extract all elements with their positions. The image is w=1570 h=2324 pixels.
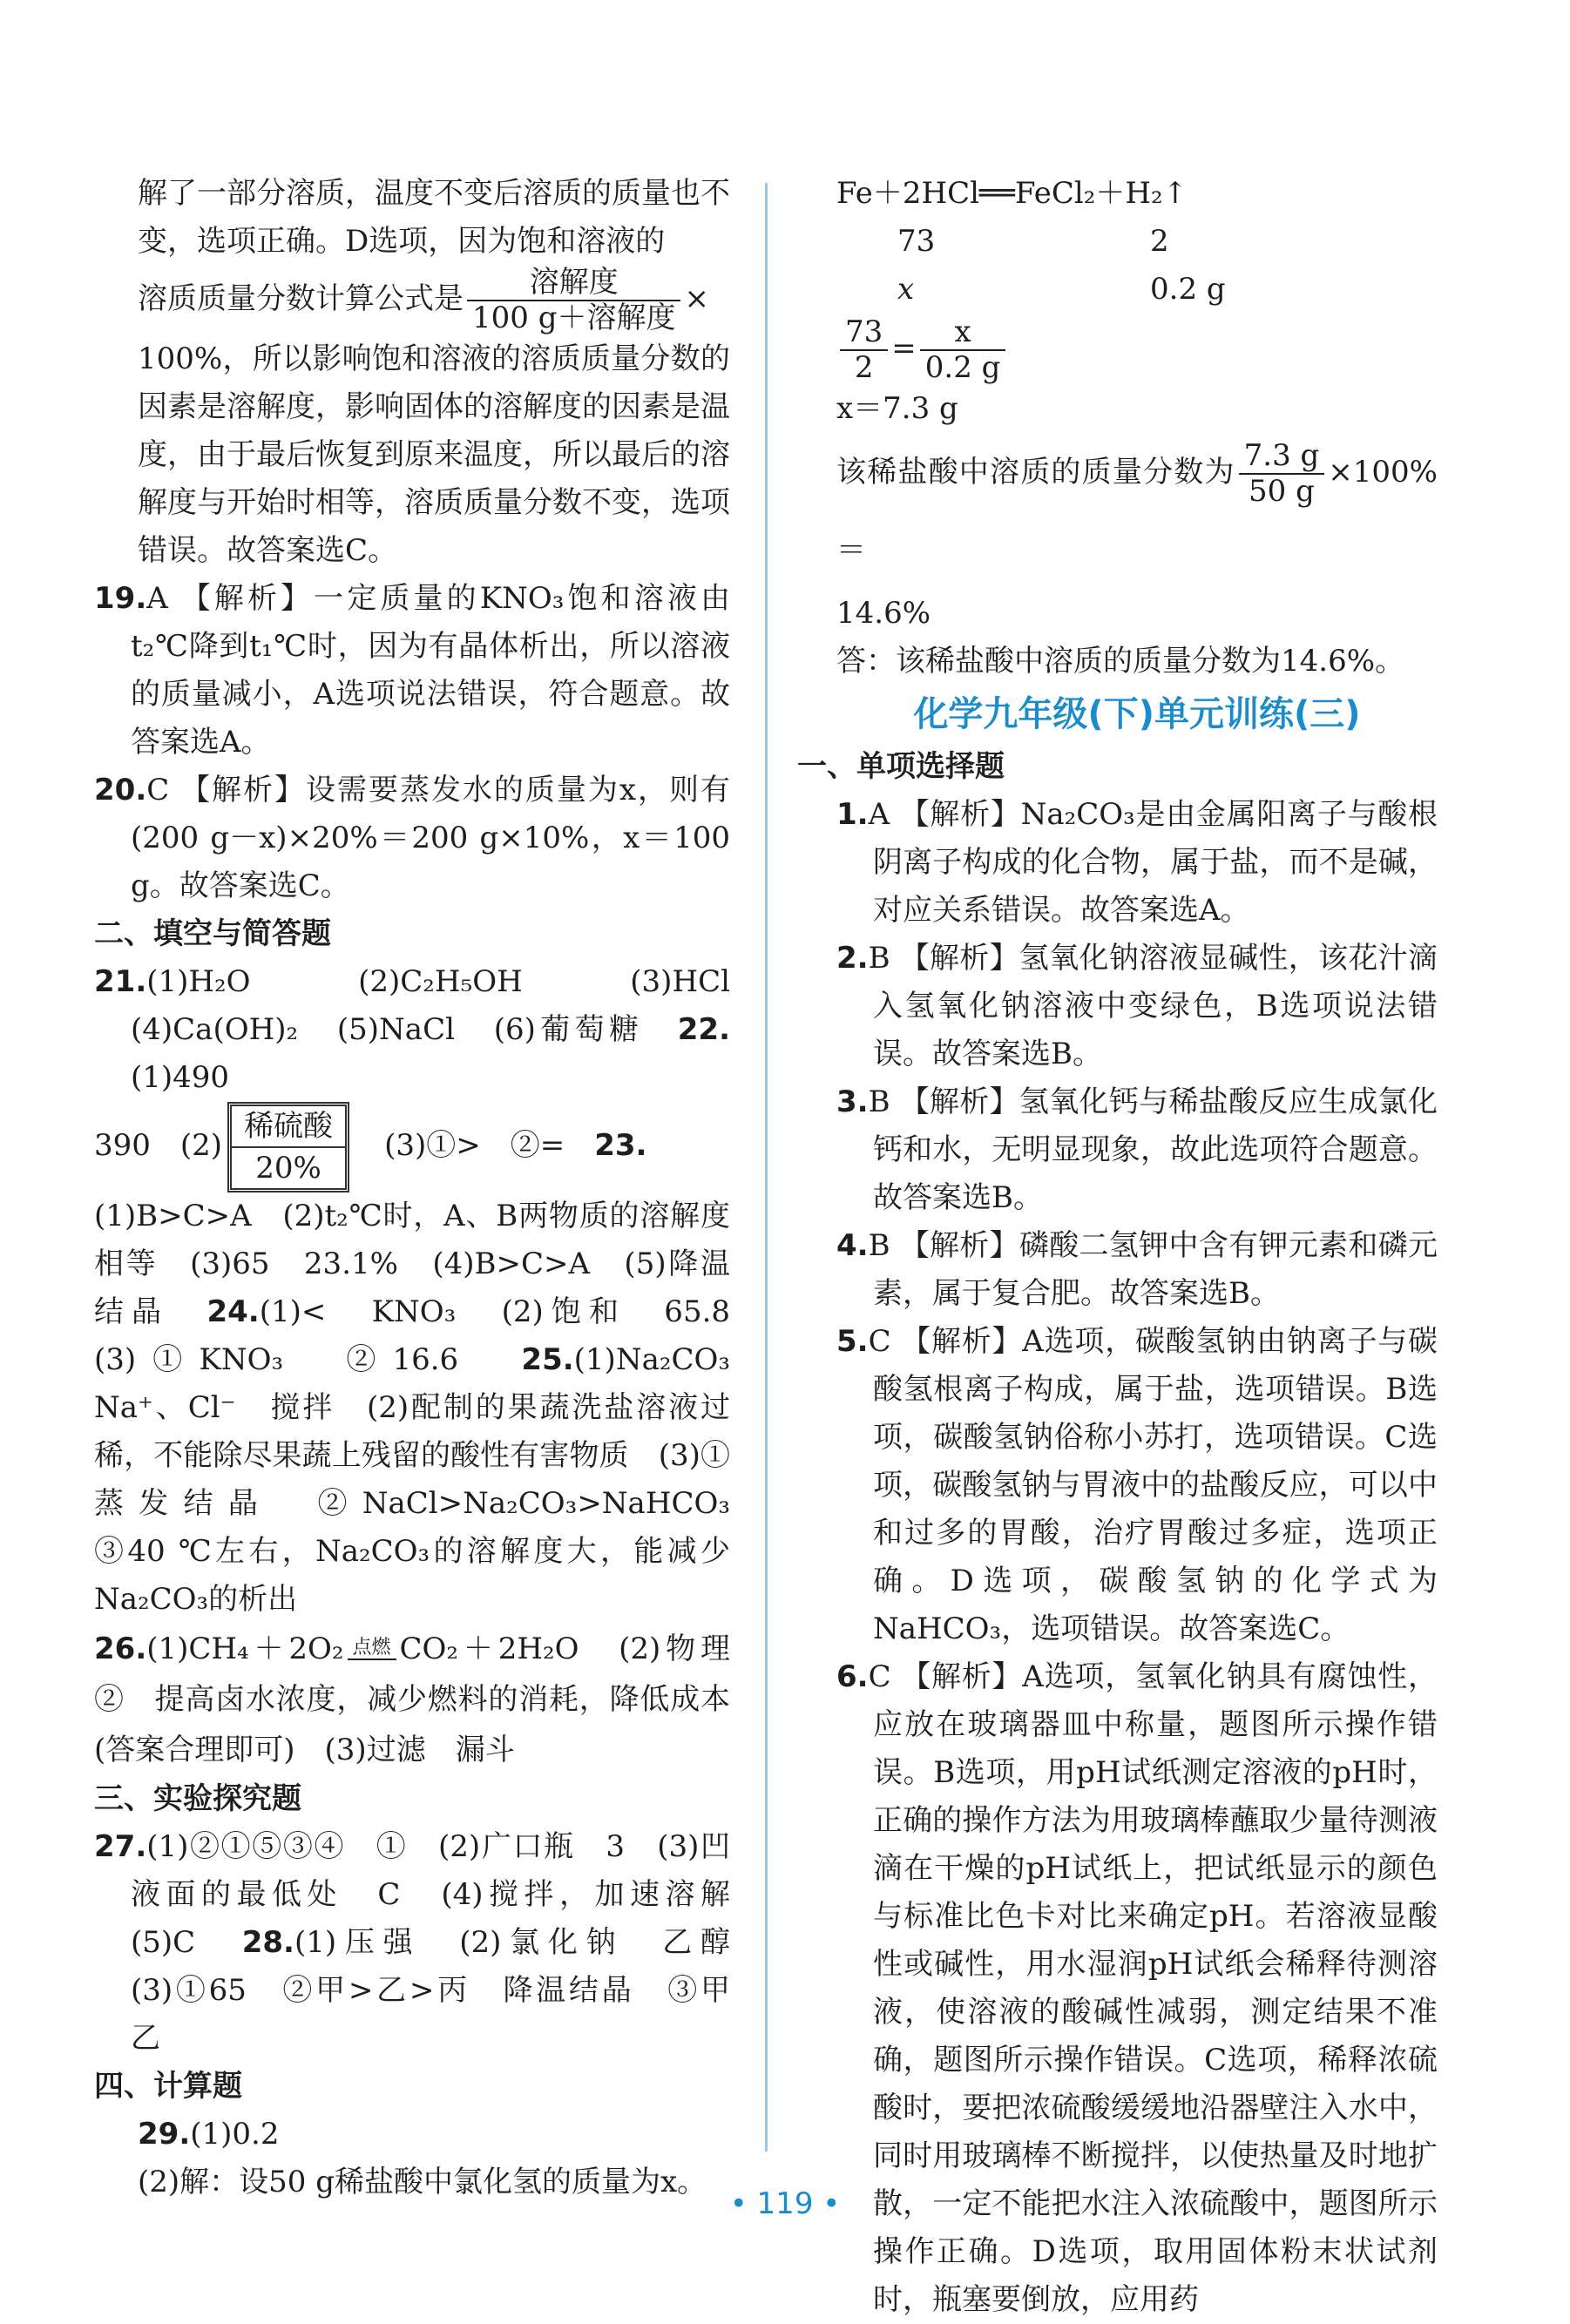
fraction-numerator: 7.3 g (1239, 439, 1325, 475)
formula-trail: × (684, 281, 709, 317)
question-number: 19. (94, 581, 147, 617)
question-number: 1. (836, 797, 869, 833)
answer-text: A 【解析】一定质量的KNO₃饱和溶液由t₂℃降到t₁℃时，因为有晶体析出，所以溶液的质量减小，A选项说法错误，符合题意。故答案选A。 (131, 581, 730, 760)
fraction-denominator: 0.2 g (924, 350, 1001, 385)
list-item (836, 1078, 1438, 1222)
mass-fraction (1239, 439, 1325, 509)
reaction-condition (348, 1637, 396, 1665)
chemical-equation: Fe＋2HCl══FeCl₂＋H₂↑ (836, 176, 1188, 211)
question-number: 23. (594, 1128, 647, 1164)
answer-22-line (94, 1102, 730, 1192)
section-heading: 二、填空与简答题 (94, 916, 331, 952)
fraction-numerator: x (920, 315, 1006, 351)
left-formula-line (94, 266, 730, 335)
answer-26 (94, 1624, 760, 1775)
question-number: 26. (94, 1632, 147, 1667)
answer-text: C 【解析】设需要蒸发水的质量为x，则有(200 g－x)×20%＝200 g×10%，x＝100 g。故答案选C。 (131, 773, 730, 904)
answer-27-28 (94, 1823, 760, 2063)
answer-text: (1)压强 (2)氯化钠 乙醇 (3)①65 ②甲>乙>丙 降温结晶 ③甲 乙 (131, 1925, 760, 2057)
left-para-2: 100%，所以影响饱和溶液的溶质质量分数的因素是溶解度，影响固体的溶解度的因素是温度，由于最后恢复到原来温度，所以最后的溶解度与开始时相等，溶质质量分数不变，选项错误。故答案选C。 (138, 341, 730, 569)
answer-23 (94, 1192, 761, 1624)
question-number: 28. (241, 1925, 294, 1961)
mass-fraction-line (836, 433, 1438, 590)
equation-row-1 (836, 218, 1438, 266)
answer-text: (1)0.2 (190, 2117, 280, 2152)
proportion-left (840, 315, 888, 385)
fraction-denominator: 100 g＋溶解度 (472, 301, 676, 336)
answer-text: (1)< KNO₃ (2)饱和 65.8 (3)①KNO₃ ②16.6 (94, 1294, 761, 1378)
ratio-value: x (897, 272, 915, 307)
page-number: • 119 • (729, 2186, 841, 2221)
question-number: 20. (94, 773, 147, 808)
answer-text: (3)①> ②= (384, 1128, 565, 1164)
ratio-value: 73 (897, 224, 936, 259)
section-heading: 四、计算题 (94, 2069, 242, 2104)
answer-text: (1)CH₄＋2O₂ (146, 1632, 344, 1667)
x-value: x＝7.3 g (836, 391, 958, 427)
answer-text: 该稀盐酸中溶质的质量分数为 (836, 455, 1235, 490)
label-bottom: 20% (255, 1151, 321, 1186)
final-answer: 答：该稀盐酸中溶质的质量分数为14.6%。 (836, 644, 1405, 679)
answer-20 (94, 767, 730, 910)
answer-text: CO₂＋2H₂O (2)物理 ② 提高卤水浓度，减少燃料的消耗，降低成本(答案合理即可) (3)过滤 漏斗 (94, 1632, 760, 1768)
list-item (836, 935, 1438, 1078)
answer-text: (1)490 (131, 1060, 230, 1096)
answer-text: ×100%＝ (836, 455, 1438, 569)
question-number: 4. (836, 1228, 869, 1264)
answer-text: B 【解析】磷酸二氢钾中含有钾元素和磷元素，属于复合肥。故答案选B。 (868, 1228, 1438, 1312)
right-column (797, 170, 1438, 2324)
section-heading: 一、单项选择题 (797, 749, 1005, 785)
answer-text: C 【解析】A选项，碳酸氢钠由钠离子与碳酸氢根离子构成，属于盐，选项错误。B选项，碳酸氢钠俗称小苏打，选项错误。C选项，碳酸氢钠与胃液中的盐酸反应，可以中和过多的胃酸，治疗胃酸过多症，选项正确。D选项，碳酸氢钠的化学式为NaHCO₃，选项错误。故答案选C。 (868, 1324, 1438, 1647)
answer-text: (1)H₂O (2)C₂H₅OH (3)HCl (4)Ca(OH)₂ (5)NaCl (6)葡萄糖 (131, 964, 760, 1048)
condition-text: 点燃 (348, 1637, 396, 1660)
list-item (836, 1653, 1438, 2324)
answer-21-22 (94, 958, 760, 1102)
answer-text: A 【解析】Na₂CO₃是由金属阳离子与酸根阴离子构成的化合物，属于盐，而不是碱，对应关系错误。故答案选A。 (868, 797, 1438, 929)
proportion (836, 314, 1438, 385)
left-column (94, 170, 761, 2206)
list-item (836, 1318, 1438, 1653)
question-number: 2. (836, 941, 869, 976)
percent-result: 14.6% (836, 596, 931, 632)
answer-list (836, 791, 1438, 2324)
question-number: 21. (94, 964, 147, 1000)
answer-text: (1)Na₂CO₃ Na⁺、Cl⁻ 搅拌 (2)配制的果蔬洗盐溶液过稀，不能除尽果蔬上残留的酸性有害物质 (3)①蒸发结晶 ②NaCl>Na₂CO₃>NaHCO₃ ③40 ℃左右，Na₂CO₃的溶解度大，能减少Na₂CO₃的析出 (94, 1342, 760, 1618)
question-number: 27. (94, 1829, 147, 1865)
answer-19 (94, 575, 730, 767)
ratio-value: 2 (1150, 224, 1169, 259)
answer-text: C 【解析】A选项，氢氧化钠具有腐蚀性，应放在玻璃器皿中称量，题图所示操作错误。B选项，用pH试纸测定溶液的pH时，正确的操作方法为用玻璃棒蘸取少量待测液滴在干燥的pH试纸上，把试纸显示的颜色与标准比色卡对比来确定pH。若溶液显酸性或碱性，用水湿润pH试纸会稀释待测溶液，使溶液的酸碱性减弱，测定结果不准确，题图所示操作错误。C选项，稀释浓硫酸时，要把浓硫酸缓缓地沿器壁注入水中，同时用玻璃棒不断搅拌，以使热量及时地扩散，一定不能把水注入浓硫酸中，题图所示操作正确。D选项，取用固体粉末状试剂时，瓶塞要倒放，应用药 (868, 1659, 1438, 2318)
equation-row-2 (836, 266, 1438, 314)
section-heading: 三、实验探究题 (94, 1781, 301, 1817)
question-number: 22. (677, 1012, 730, 1048)
column-divider (765, 183, 768, 2152)
fraction-numerator: 73 (840, 315, 888, 351)
label-top: 稀硫酸 (232, 1106, 345, 1148)
answer-text: B 【解析】氢氧化钙与稀盐酸反应生成氯化钙和水，无明显现象，故此选项符合题意。故答案选B。 (868, 1084, 1438, 1216)
label-box (227, 1102, 349, 1192)
fraction-denominator: 50 g (1249, 474, 1315, 510)
answer-text: 390 (2) (94, 1128, 223, 1164)
proportion-right (920, 315, 1006, 385)
ratio-value: 0.2 g (1150, 272, 1226, 307)
question-number: 5. (836, 1324, 869, 1360)
answer-29 (94, 2111, 730, 2158)
unit-title: 化学九年级(下)单元训练(三) (913, 694, 1361, 735)
question-number: 3. (836, 1084, 869, 1120)
formula-lead: 溶质质量分数计算公式是 (138, 281, 464, 317)
fraction-denominator: 2 (854, 350, 874, 385)
list-item (836, 1222, 1438, 1318)
equals-sign: = (891, 331, 917, 366)
answer-text: B 【解析】氢氧化钠溶液显碱性，该花汁滴入氢氧化钠溶液中变绿色，B选项说法错误。故答案选B。 (868, 941, 1438, 1072)
question-number: 25. (521, 1342, 574, 1378)
list-item (836, 791, 1438, 935)
answer-text: (1)B>C>A (2)t₂℃时，A、B两物质的溶解度相等 (3)65 23.1% (4)B>C>A (5)降温结晶 (94, 1199, 730, 1330)
question-number: 24. (206, 1294, 260, 1330)
question-number: 29. (138, 2117, 191, 2152)
answer-29-solution: (2)解：设50 g稀盐酸中氯化氢的质量为x。 (138, 2165, 707, 2200)
left-para-0: 解了一部分溶质，温度不变后溶质的质量也不变，选项正确。D选项，因为饱和溶液的 (138, 176, 730, 259)
answer-text: (1)②①⑤③④ ① (2)广口瓶 3 (3)凹液面的最低处 C (4)搅拌，加速溶解 (5)C (131, 1829, 760, 1961)
fraction-numerator: 溶解度 (467, 266, 680, 301)
solubility-fraction (467, 266, 680, 335)
question-number: 6. (836, 1659, 869, 1695)
